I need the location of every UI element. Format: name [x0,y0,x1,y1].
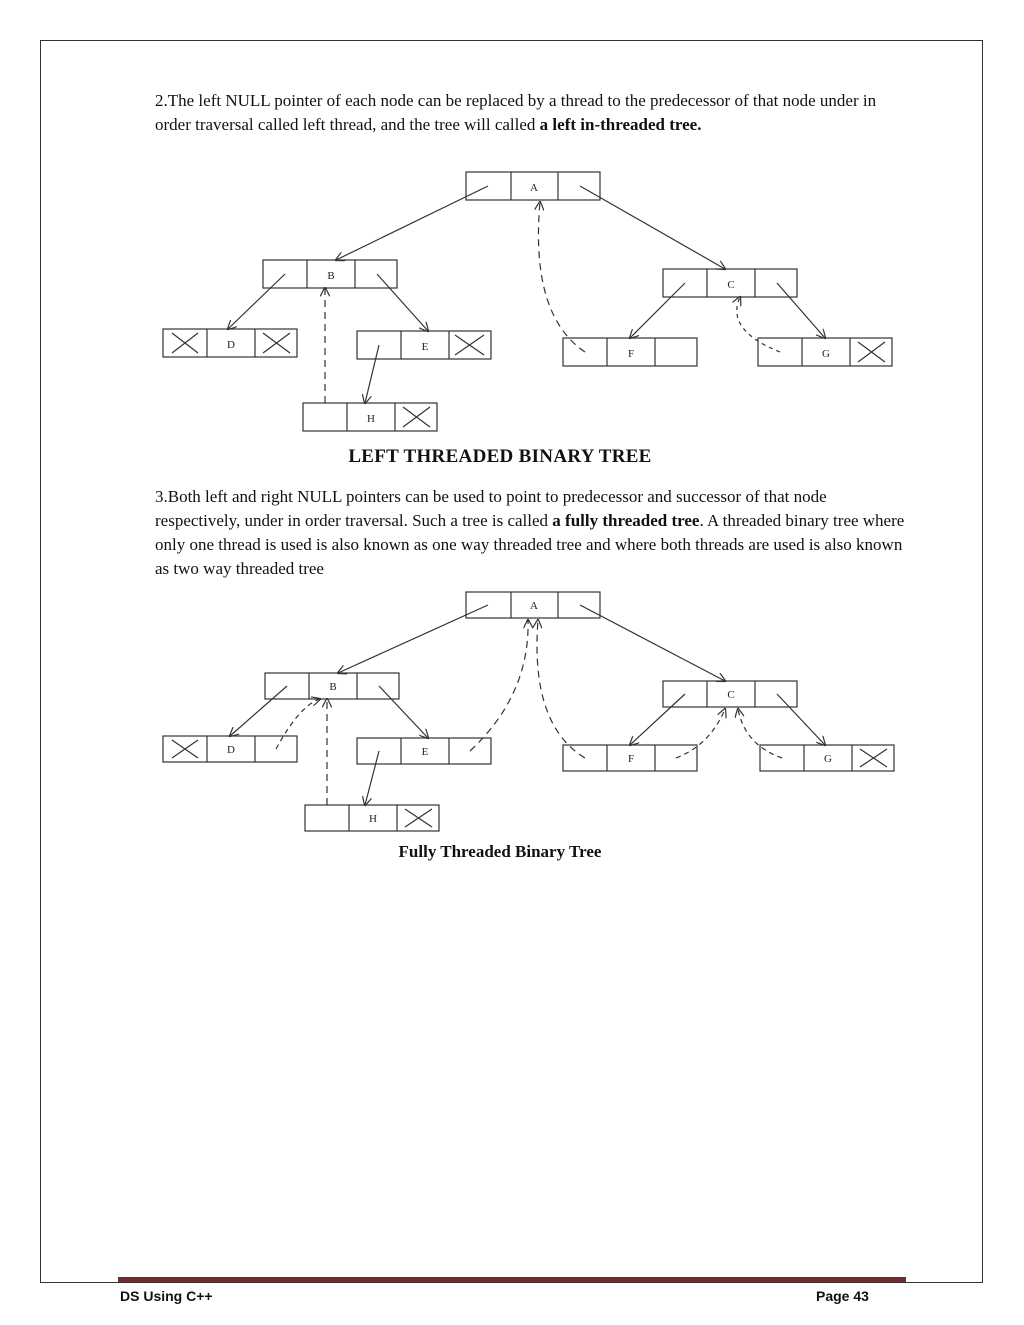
left-threaded-tree-diagram [150,165,910,440]
paragraph-text: . A threaded binary tree where only one thread is used is also known as one way threaded tree and where both threads are used is also known as two way threaded tree [155,511,905,578]
svg-text:A: A [530,600,538,612]
paragraph-left-threaded [155,89,915,137]
svg-text:C: C [727,279,735,291]
svg-text:D: D [227,744,235,756]
svg-text:G: G [824,753,832,765]
paragraph-fully-threaded [155,485,915,581]
paragraph-bold-term: a left in-threaded tree. [539,115,702,134]
svg-text:E: E [421,746,429,758]
svg-text:H: H [369,813,377,825]
svg-text:H: H [367,413,375,425]
svg-text:B: B [327,270,335,282]
svg-text:A: A [530,182,538,194]
svg-text:B: B [329,681,337,693]
svg-text:F: F [627,348,635,360]
svg-text:D: D [227,339,235,351]
paragraph-text: 2.The left NULL pointer of each node can be replaced by a thread to the predecessor of that node under in order traversal called left thread, and the tree will called [155,91,877,134]
svg-text:E: E [421,341,429,353]
svg-text:F: F [627,753,635,765]
paragraph-text: 3.Both left and right NULL pointers can be used to point to predecessor and successor of that node respectively, under in order traversal. Such a tree is called [155,487,827,530]
footer-title: DS Using C++ [120,1288,213,1304]
svg-text:C: C [727,689,735,701]
page-number: Page 43 [816,1288,869,1304]
paragraph-bold-term: a fully threaded tree [552,511,700,530]
figure-caption-left-threaded: LEFT THREADED BINARY TREE [348,446,652,467]
footer-rule [118,1277,906,1282]
svg-text:G: G [822,348,830,360]
figure-caption-fully-threaded: Fully Threaded Binary Tree [398,842,602,861]
fully-threaded-tree-diagram [150,585,910,835]
